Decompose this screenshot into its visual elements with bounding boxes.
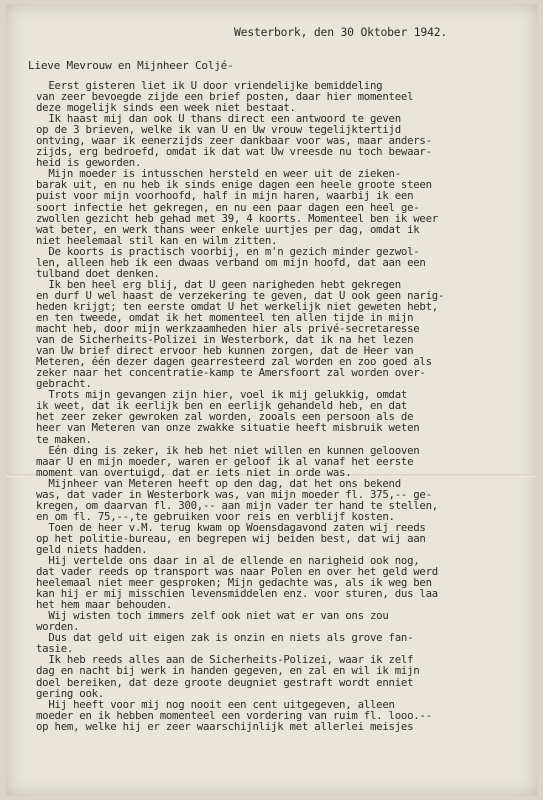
- letter-line: het zeer zeker gewroken zal worden, zooals een persoon als de: [36, 410, 414, 424]
- letter-line: was, dat vader in Westerbork was, van mijn moeder fl. 375,-- ge-: [36, 487, 432, 501]
- letter-line: Meteren, één dezer dagen gearresteerd zal worden en zoo goed als: [36, 355, 432, 369]
- letter-line: Dus dat geld uit eigen zak is onzin en niets als grove fan-: [36, 631, 414, 645]
- letter-line: len, alleen heb ik een dwaas verband om mijn hoofd, dat aan een: [36, 255, 426, 269]
- letter-line: Ik ben heel erg blij, dat U geen narigheden hebt gekregen: [36, 277, 401, 291]
- letter-line: Trots mijn gevangen zijn hier, voel ik mij gelukkig, omdat: [36, 388, 408, 402]
- letter-line: van Uw brief direct ervoor heb kunnen zorgen, dat de Heer van: [36, 344, 414, 358]
- letter-line: deze mogelijk sinds een week niet bestaat.: [36, 101, 296, 115]
- letter-line: barak uit, en nu heb ik sinds enige dagen een heele groote steen: [36, 178, 432, 192]
- letter-line: van de Sicherheits-Polizei in Westerbork, dat ik na het lezen: [36, 333, 414, 347]
- letter-line: Toen de heer v.M. terug kwam op Woensdagavond zaten wij reeds: [36, 520, 426, 534]
- letter-line: het hem maar behouden.: [36, 598, 173, 612]
- letter-line: van zeer bevoegde zijde een brief posten, daar hier momenteel: [36, 90, 414, 104]
- letter-line: te maken.: [36, 432, 92, 446]
- letter-line: kregen, om daarvan fl. 300,-- aan mijn vader ter hand te stellen,: [36, 498, 438, 512]
- letter-line: Mijn moeder is intusschen hersteld en weer uit de zieken-: [36, 167, 401, 181]
- letter-line: dag en nacht bij werk in handen gegeven, en zal en wil ik mijn: [36, 664, 420, 678]
- letter-line: puist voor mijn voorhoofd, half in mijn haren, waarbij ik een: [36, 189, 414, 203]
- letter-line: heden krijgt; ten eerste omdat U het werkelijk niet geweten hebt,: [36, 299, 438, 313]
- letter-line: geld niets hadden.: [36, 542, 148, 556]
- letter-line: De koorts is practisch voorbij, en m'n gezich minder gezwol-: [36, 244, 420, 258]
- letter-line: Ik haast mij dan ook U thans direct een antwoord te geven: [36, 112, 401, 126]
- letter-line: en durf U wel haast de verzekering te geven, dat U ook geen narig-: [36, 288, 445, 302]
- letter-line: ontving, waar ik eenerzijds zeer dankbaar voor was, maar anders-: [36, 134, 432, 148]
- letter-line: macht heb, door mijn werkzaamheden hier als privé-secretaresse: [36, 322, 420, 336]
- letter-body: [36, 80, 536, 732]
- letter-line: heer van Meteren van onze zwakke situatie heeft misbruik weten: [36, 421, 420, 435]
- letter-line: kan hij er mij misschien levensmiddelen enz. voor sturen, dus laa: [36, 587, 438, 601]
- letter-line: Ik heb reeds alles aan de Sicherheits-Polizei, waar ik zelf: [36, 653, 414, 667]
- letter-line: Hij vertelde ons daar in al de ellende en narigheid ook nog,: [36, 554, 420, 568]
- letter-line: op hem, welke hij er zeer waarschijnlijk met allerlei meisjes: [36, 719, 414, 733]
- letter-line: maar U en mijn moeder, waren er geloof ik al vanaf het eerste: [36, 454, 414, 468]
- letter-line: doel bereiken, dat deze groote deugniet gestraft wordt enniet: [36, 675, 414, 689]
- letter-line: zijds, erg bedroefd, omdat ik dat wat Uw vreesde nu toch bewaar-: [36, 145, 432, 159]
- letter-line: Wij wisten toch immers zelf ook niet wat er van ons zou: [36, 609, 389, 623]
- letter-line: dat vader reeds op transport was naar Polen en over het geld werd: [36, 565, 438, 579]
- letter-line: op het politie-bureau, en begrepen wij beiden best, dat wij aan: [36, 531, 426, 545]
- letter-line: heid is geworden.: [36, 156, 142, 170]
- letter-line: Eén ding is zeker, ik heb het niet willen en kunnen gelooven: [36, 443, 420, 457]
- letter-line: worden.: [36, 620, 80, 634]
- letter-line: Hij heeft voor mij nog nooit een cent uitgegeven, alleen: [36, 697, 395, 711]
- letter-line: tasie.: [36, 642, 74, 656]
- letter-line: niet heelemaal stil kan en wilm zitten.: [36, 233, 278, 247]
- letter-line: zwollen gezicht heb gehad met 39, 4 koorts. Momenteel ben ik weer: [36, 211, 438, 225]
- letter-line: heelemaal niet meer gesproken; Mijn gedachte was, als ik weg ben: [36, 576, 432, 590]
- letter-line: tulband doet denken.: [36, 266, 160, 280]
- letter-line: gebracht.: [36, 377, 92, 391]
- letter-line: en om fl. 75,--,te gebruiken voor reis en verblijf kosten.: [36, 509, 395, 523]
- letter-place-date: Westerbork, den 30 Oktober 1942.: [234, 25, 448, 39]
- letter-salutation: Lieve Mevrouw en Mijnheer Coljé-: [28, 59, 234, 72]
- letter-line: op de 3 brieven, welke ik van U en Uw vrouw tegelijktertijd: [36, 123, 401, 137]
- letter-line: moment van overtuigd, dat er iets niet in orde was.: [36, 465, 352, 479]
- letter-sheet: [6, 4, 537, 796]
- letter-line: moeder en ik hebben momenteel een vordering van ruim fl. looo.--: [36, 708, 432, 722]
- letter-line: Eerst gisteren liet ik U door vriendelijke bemiddeling: [36, 79, 383, 92]
- letter-line: gering ook.: [36, 686, 105, 700]
- letter-line: en ten tweede, omdat ik het momenteel ten allen tijde in mijn: [36, 310, 414, 324]
- letter-line: ik weet, dat ik eerlijk ben en eerlijk gehandeld heb, en dat: [36, 399, 408, 413]
- letter-line: wat beter, en werk thans weer enkele uurtjes per dag, omdat ik: [36, 222, 420, 236]
- letter-line: zeker naar het concentratie-kamp te Amersfoort zal worden over-: [36, 366, 426, 380]
- letter-line: soort infectie het gekregen, en nu een paar dagen een heel ge-: [36, 200, 420, 214]
- letter-line: Mijnheer van Meteren heeft op den dag, dat het ons bekend: [36, 476, 401, 490]
